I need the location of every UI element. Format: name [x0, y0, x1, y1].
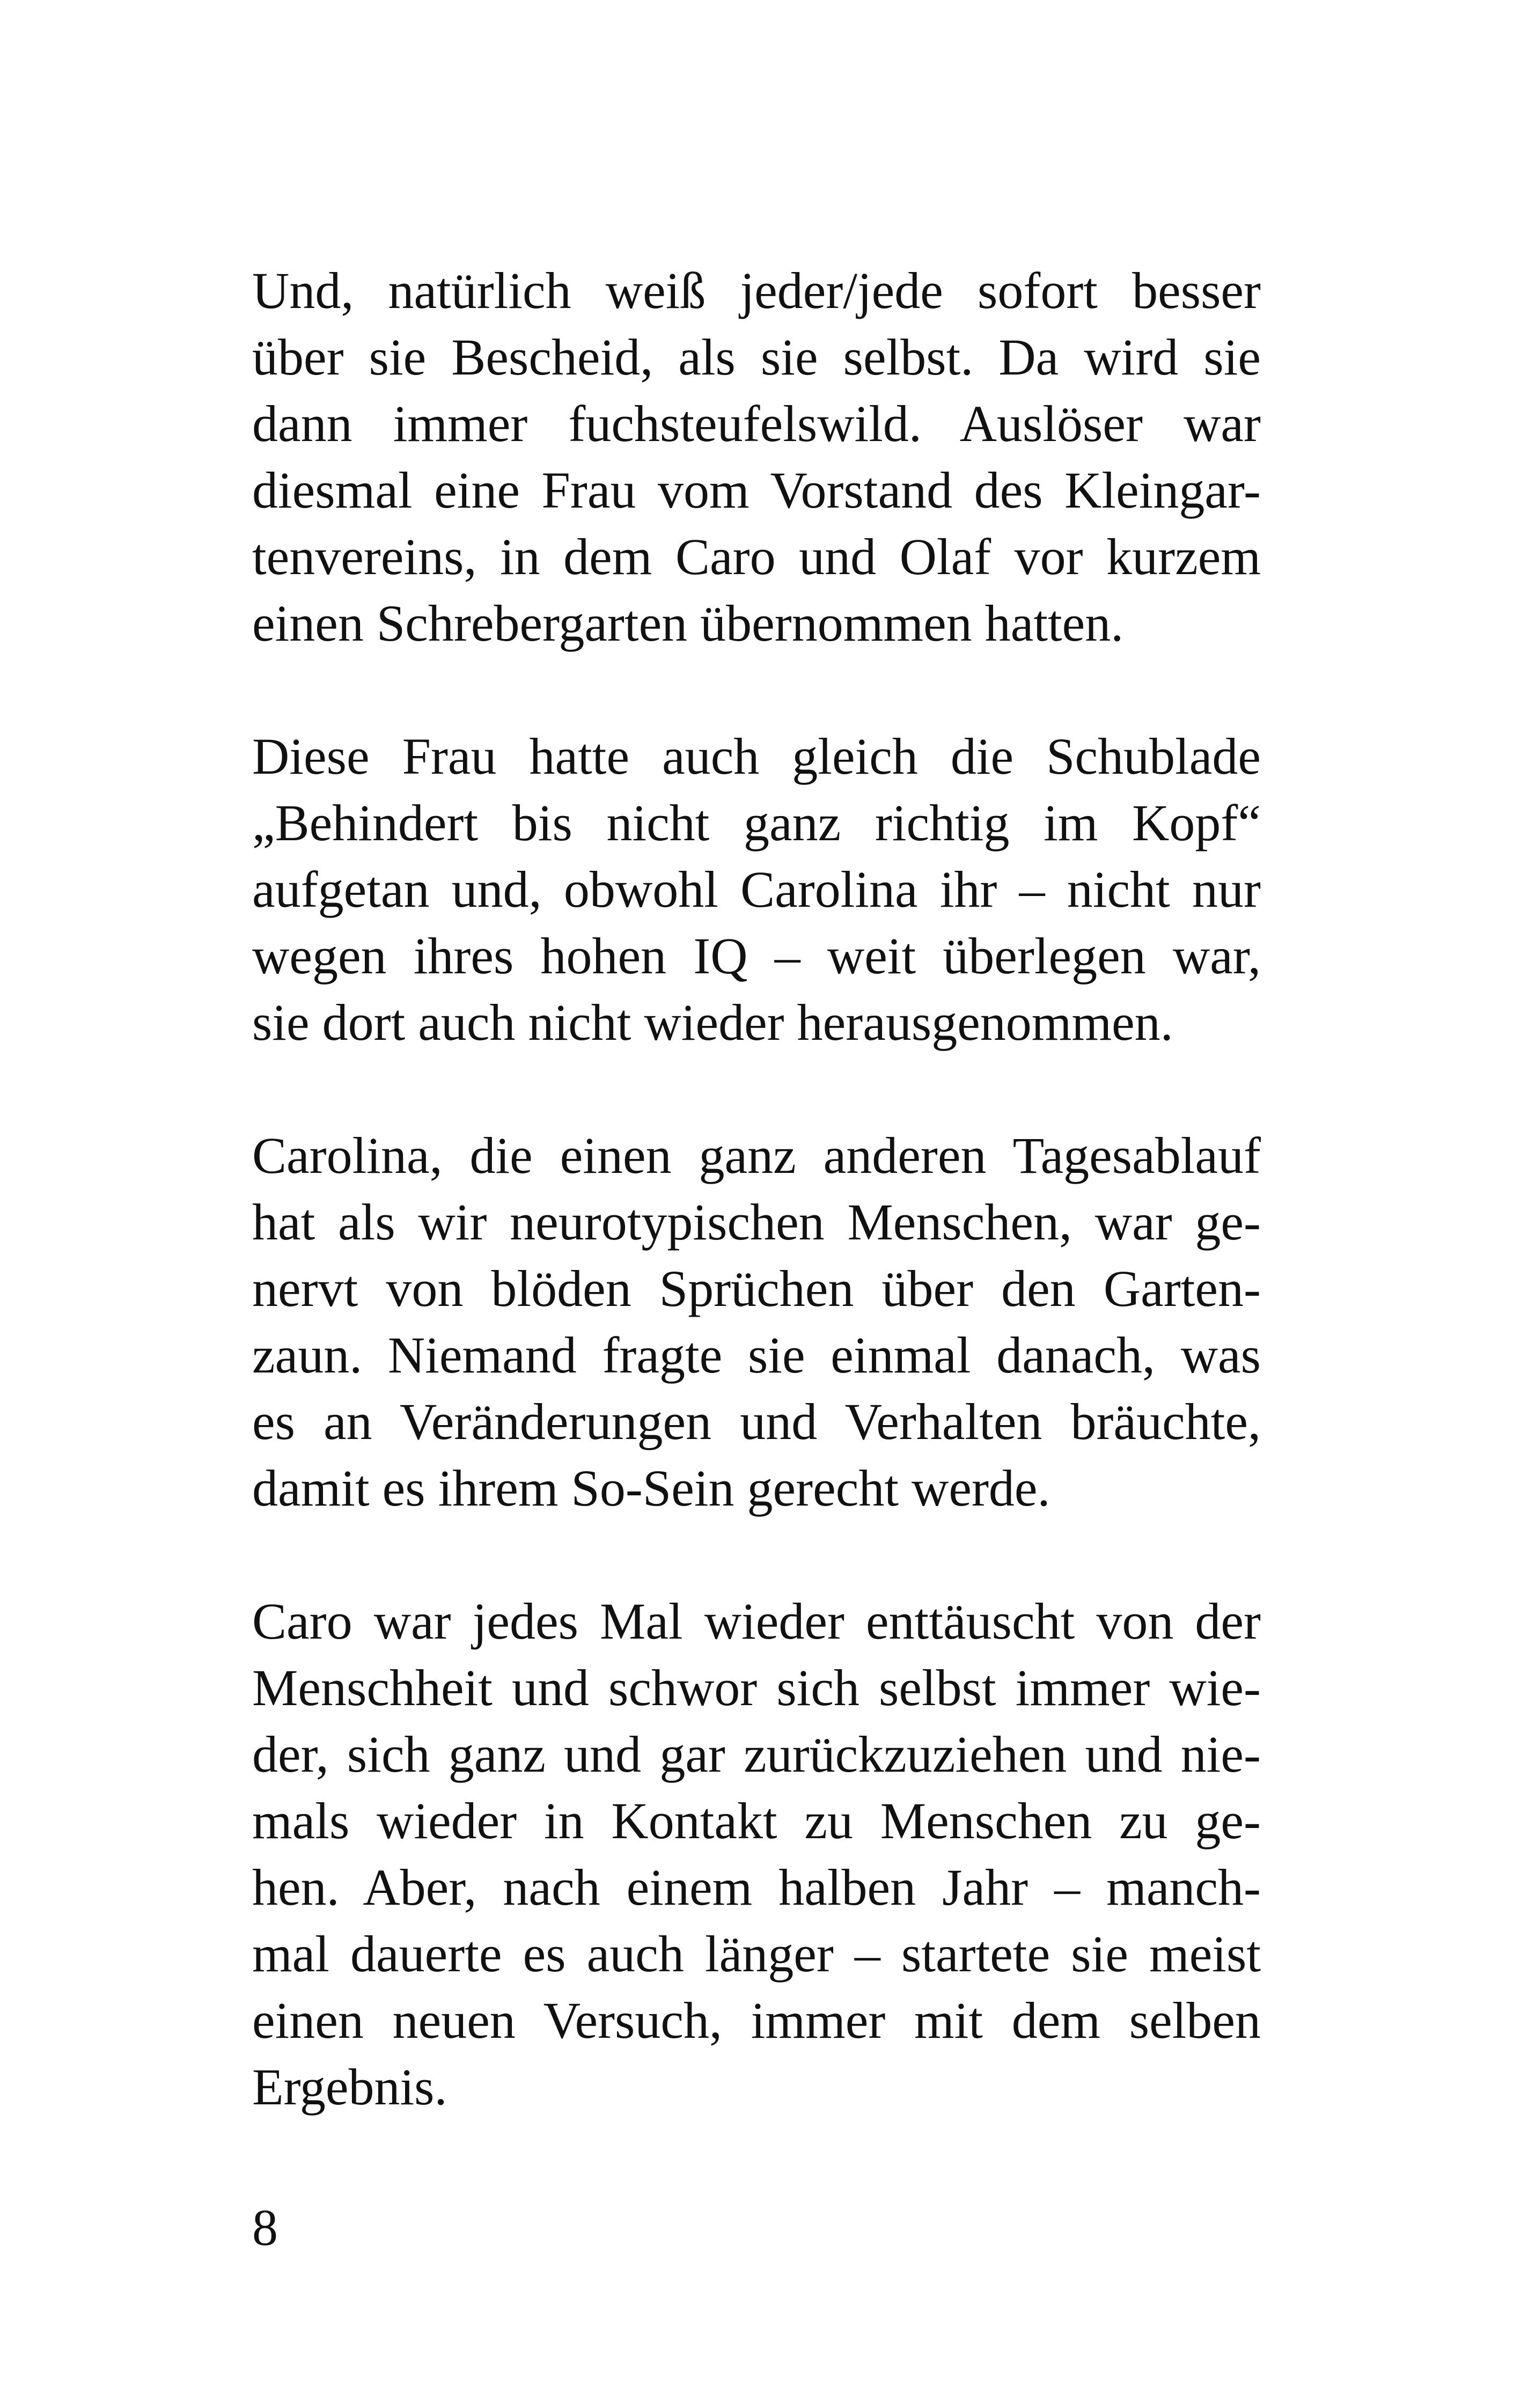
text-line: Und, natürlich weiß jeder/jede sofort besser	[252, 262, 1261, 319]
text-line: Caro war jedes Mal wieder enttäuscht von der	[252, 1592, 1261, 1650]
text-line: nervt von blöden Sprüchen über den Garten-	[252, 1260, 1261, 1317]
page-number: 8	[252, 2199, 278, 2256]
text-line: Menschheit und schwor sich selbst immer wie-	[252, 1659, 1261, 1716]
body-text	[252, 258, 1261, 2187]
text-line: Ergebnis.	[252, 2058, 447, 2116]
paragraph-3	[252, 1122, 1261, 1522]
text-line: wegen ihres hohen IQ – weit überlegen war,	[252, 927, 1261, 985]
text-line: Diese Frau hatte auch gleich die Schublade	[252, 728, 1261, 785]
paragraph-1	[252, 258, 1261, 657]
text-line: der, sich ganz und gar zurückzuziehen und nie-	[252, 1726, 1261, 1783]
text-line: hat als wir neurotypischen Menschen, war ge-	[252, 1193, 1261, 1251]
paragraph-2	[252, 723, 1261, 1056]
text-line: mals wieder in Kontakt zu Menschen zu ge-	[252, 1792, 1261, 1849]
text-line: dann immer fuchsteufelswild. Auslöser war	[252, 395, 1261, 452]
paragraph-4	[252, 1588, 1261, 2120]
text-line: tenvereins, in dem Caro und Olaf vor kurzem	[252, 528, 1261, 585]
text-line: „Behindert bis nicht ganz richtig im Kopf“	[252, 794, 1261, 851]
text-line: diesmal eine Frau vom Vorstand des Kleingar-	[252, 461, 1261, 519]
text-line: Carolina, die einen ganz anderen Tagesablauf	[252, 1127, 1261, 1184]
text-line: hen. Aber, nach einem halben Jahr – manch-	[252, 1859, 1261, 1916]
text-line: es an Veränderungen und Verhalten bräuchte,	[252, 1393, 1261, 1450]
text-line: aufgetan und, obwohl Carolina ihr – nicht nur	[252, 861, 1261, 918]
text-line: sie dort auch nicht wieder herausgenommen.	[252, 994, 1173, 1051]
text-line: einen neuen Versuch, immer mit dem selben	[252, 1992, 1261, 2049]
text-line: einen Schrebergarten übernommen hatten.	[252, 594, 1124, 652]
text-line: mal dauerte es auch länger – startete sie meist	[252, 1925, 1261, 1983]
text-line: damit es ihrem So-Sein gerecht werde.	[252, 1459, 1050, 1517]
text-line: über sie Bescheid, als sie selbst. Da wird sie	[252, 328, 1261, 386]
text-line: zaun. Niemand fragte sie einmal danach, was	[252, 1326, 1261, 1384]
